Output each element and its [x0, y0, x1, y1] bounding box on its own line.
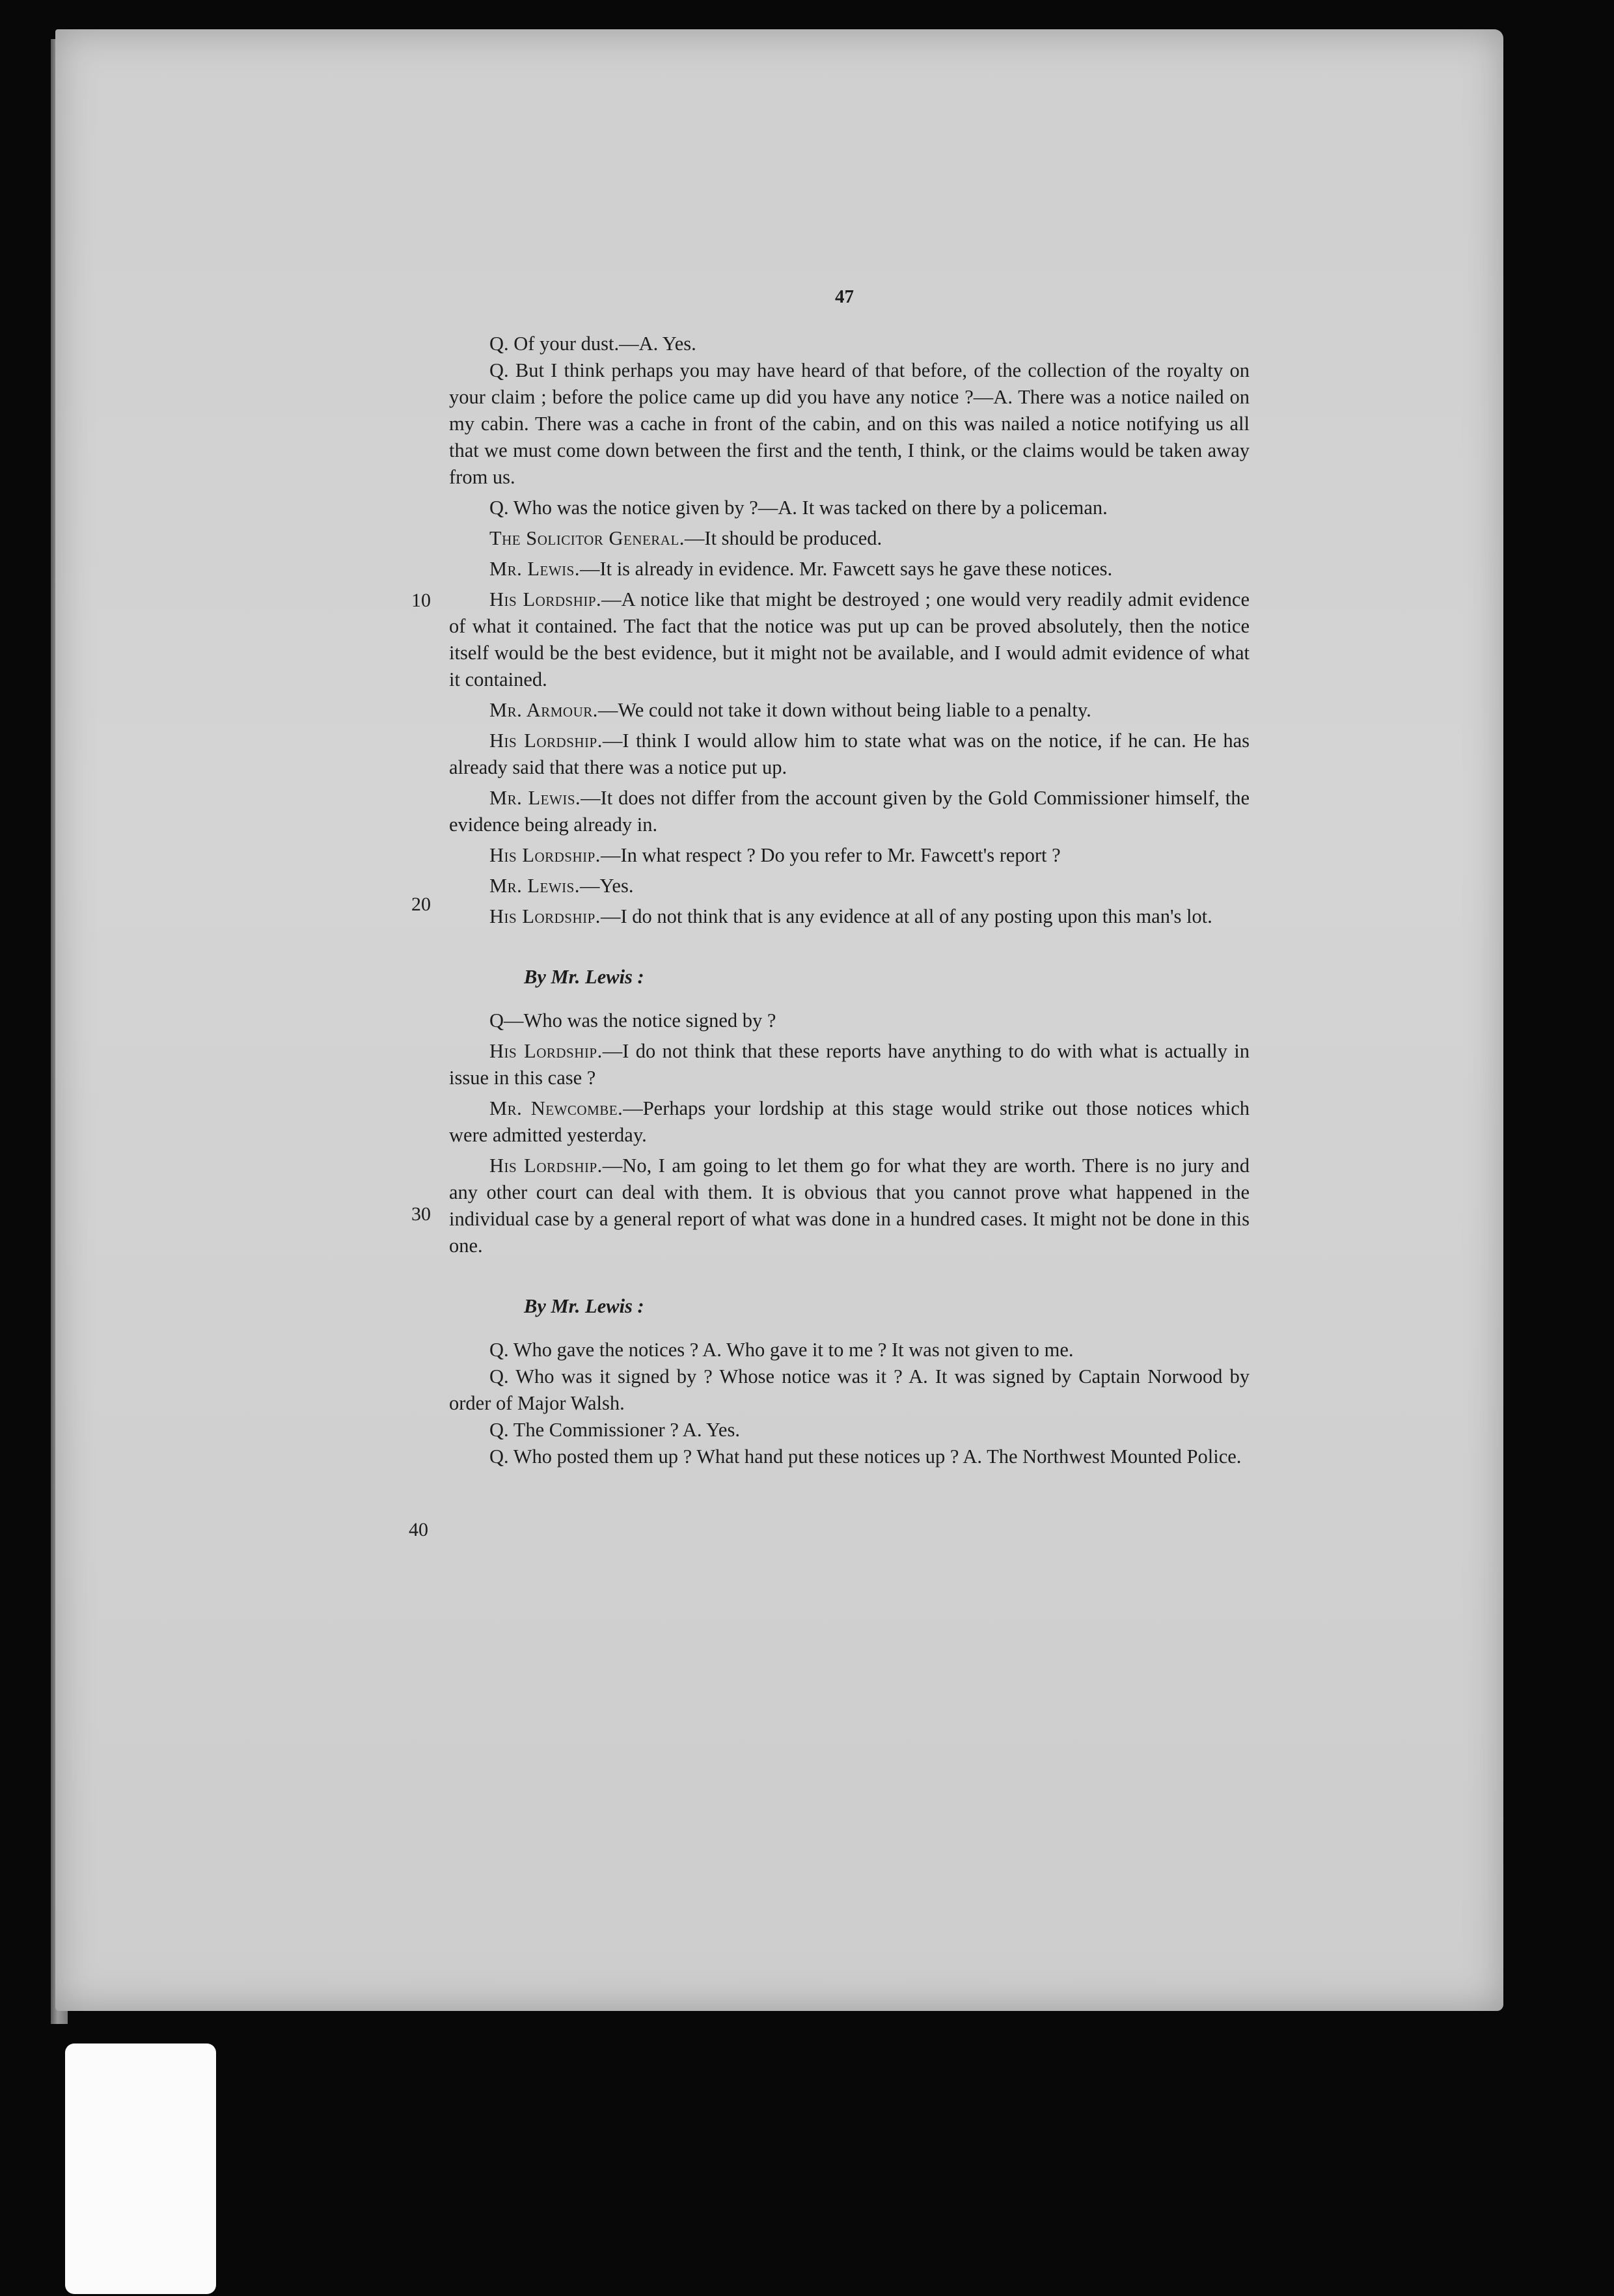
statement-text: —It is already in evidence. Mr. Fawcett says he gave these notices.	[579, 558, 1113, 580]
paragraph-question: Q. Of your dust.—A. Yes.	[489, 333, 696, 355]
paragraph-question: Q. The Commissioner ? A. Yes.	[489, 1419, 740, 1441]
speaker-name: Mr. Armour.	[489, 699, 598, 721]
paragraph-statement	[449, 728, 1250, 781]
paragraph-question: Q. Who gave the notices ? A. Who gave it to me ? It was not given to me.	[489, 1339, 1074, 1361]
statement-text: —We could not take it down without being liable to a penalty.	[597, 699, 1091, 721]
paragraph-statement	[449, 556, 1250, 582]
blank-label-card	[65, 2043, 216, 2294]
paragraph-statement	[449, 1038, 1250, 1091]
speaker-name: His Lordship.	[489, 1155, 603, 1177]
paragraph-statement	[449, 1153, 1250, 1259]
line-number-40: 40	[409, 1519, 428, 1540]
paragraph-question: Q—Who was the notice signed by ?	[489, 1009, 776, 1032]
statement-text: —Perhaps your lordship at this stage would strike out those notices which were admitted yesterday.	[449, 1097, 1250, 1146]
paragraph-statement	[449, 842, 1250, 869]
speaker-name: His Lordship.	[489, 730, 603, 752]
page-number: 47	[835, 286, 854, 307]
paragraph-statement	[449, 873, 1250, 899]
statement-text: —In what respect ? Do you refer to Mr. Fawcett's report ?	[600, 844, 1061, 866]
paragraph-question: Q. But I think perhaps you may have heard of that before, of the collection of the royalty on your claim ; before the police came up did you have any notice ?—A. There was a notice nailed on my cabin. There was a cache in front of the cabin, and on this was nailed a notice notifying us all that we must come down between the first and the tenth, I think, or the claims would be taken away from us.	[449, 359, 1250, 488]
paragraph-question: Q. Who posted them up ? What hand put these notices up ? A. The Northwest Mounted Police.	[489, 1445, 1242, 1468]
speaker-name: Mr. Lewis.	[489, 875, 580, 897]
statement-text: —I do not think that is any evidence at all of any posting upon this man's lot.	[600, 905, 1212, 927]
paragraph-statement	[449, 903, 1250, 930]
line-number-20: 20	[411, 894, 431, 915]
speaker-name: His Lordship.	[489, 844, 601, 866]
speaker-name: His Lordship.	[489, 588, 602, 610]
paragraph-statement	[449, 586, 1250, 693]
examination-heading: By Mr. Lewis :	[524, 966, 644, 988]
paragraph-statement	[449, 785, 1250, 838]
statement-text: —It does not differ from the account given by the Gold Commissioner himself, the evidence being already in.	[449, 787, 1250, 836]
speaker-name: Mr. Lewis.	[489, 787, 581, 809]
paragraph-question: Q. Who was the notice given by ?—A. It was tacked on there by a policeman.	[489, 497, 1108, 519]
speaker-name: The Solicitor General.	[489, 527, 685, 549]
statement-text: —No, I am going to let them go for what they are worth. There is no jury and any other court can deal with them. It is obvious that you cannot prove what happened in the individual case by a general report of what was done in a hundred cases. It might not be done in this one.	[449, 1155, 1250, 1257]
transcript-body	[449, 331, 1250, 1470]
line-number-30: 30	[411, 1203, 431, 1225]
paragraph-statement	[449, 525, 1250, 552]
speaker-name: Mr. Newcombe.	[489, 1097, 623, 1119]
statement-text: —I think I would allow him to state what was on the notice, if he can. He has already said that there was a notice put up.	[449, 730, 1250, 778]
line-number-10: 10	[411, 590, 431, 611]
statement-text: —Yes.	[579, 875, 634, 897]
speaker-name: His Lordship.	[489, 905, 601, 927]
paragraph-statement	[449, 1095, 1250, 1149]
statement-text: —It should be produced.	[684, 527, 882, 549]
statement-text: —I do not think that these reports have anything to do with what is actually in issue in this case ?	[449, 1040, 1250, 1089]
examination-heading: By Mr. Lewis :	[524, 1295, 644, 1317]
paragraph-statement	[449, 697, 1250, 724]
speaker-name: Mr. Lewis.	[489, 558, 580, 580]
statement-text: —A notice like that might be destroyed ; one would very readily admit evidence of what it contained. The fact that the notice was put up can be proved absolutely, then the notice itself would be the best evidence, but it might not be available, and I would admit evidence of what it contained.	[449, 588, 1250, 690]
speaker-name: His Lordship.	[489, 1040, 603, 1062]
paragraph-question: Q. Who was it signed by ? Whose notice was it ? A. It was signed by Captain Norwood by order of Major Walsh.	[449, 1365, 1250, 1414]
